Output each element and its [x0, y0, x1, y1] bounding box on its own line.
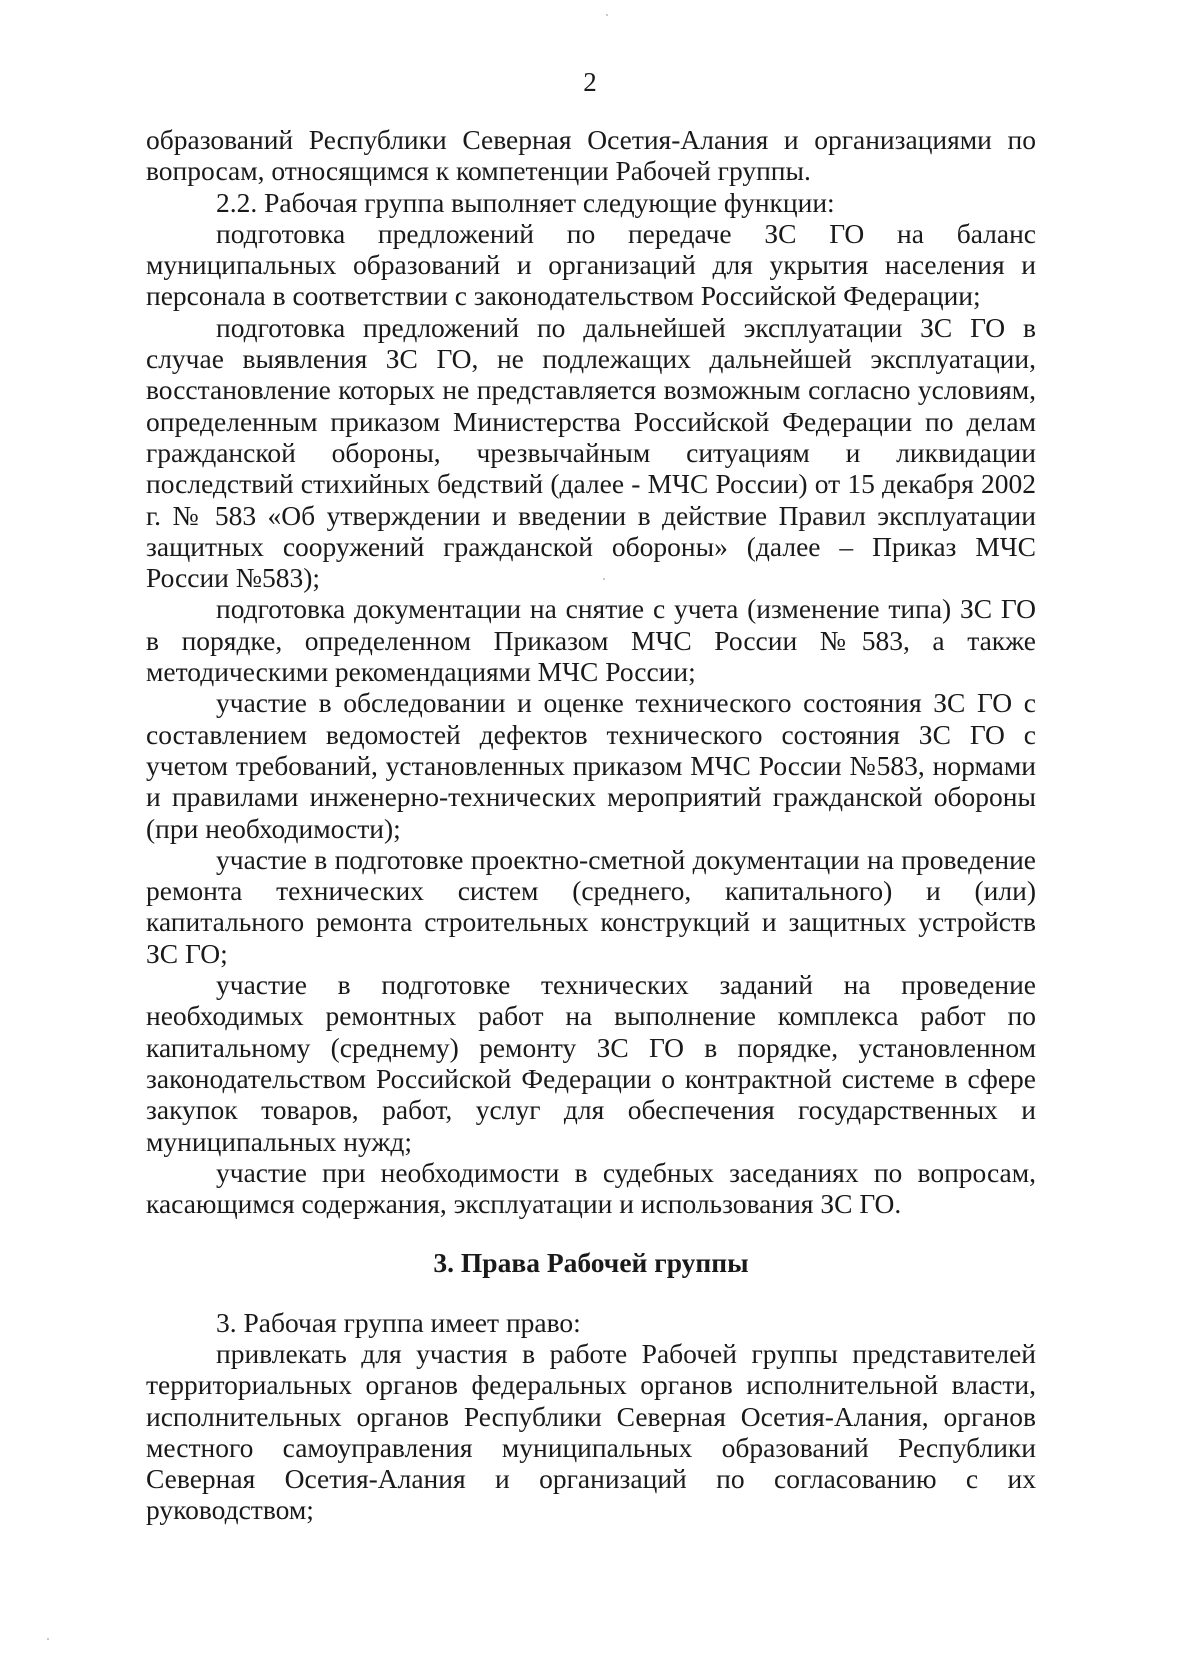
paragraph-continuation: образований Республики Северная Осетия-Алания и организациями по вопросам, относящимся к компетенции Рабочей группы.: [146, 124, 1036, 187]
page-number: 2: [583, 67, 597, 97]
paragraph-function-design-docs: участие в подготовке проектно-сметной документации на проведение ремонта технических систем (среднего, капитального) и (или) капитального ремонта строительных конструкций и защитных устройств ЗС ГО;: [146, 843, 1036, 969]
paragraph-function-transfer: подготовка предложений по передаче ЗС ГО на баланс муниципальных образований и организаций для укрытия населения и персонала в соответствии с законодательством Российской Федерации;: [146, 217, 1036, 312]
paragraph-rights-involve: привлекать для участия в работе Рабочей группы представителей территориальных органов федеральных органов исполнительной власти, исполнительных органов Республики Северная Осетия-Алания, органов местного самоуправления муниципальных образований Республики Северная Осетия-Алания и организаций по согласованию с их руководством;: [146, 1337, 1036, 1526]
scan-speck: [606, 14, 608, 16]
paragraph-function-tech-specs: участие в подготовке технических заданий на проведение необходимых ремонтных работ на выполнение комплекса работ по капитальному (среднему) ремонту ЗС ГО в порядке, установленном законодательством Российской Федерации о контрактной системе в сфере закупок товаров, работ, услуг для обеспечения государственных и муниципальных нужд;: [146, 969, 1036, 1157]
scan-speck: [47, 1638, 49, 1640]
scan-speck: [603, 578, 605, 580]
paragraph-function-inspection: участие в обследовании и оценке технического состояния ЗС ГО с составлением ведомостей дефектов технического состояния ЗС ГО с учетом требований, установленных приказом МЧС России №583, нормами и правилами инженерно-технических мероприятий гражданской обороны (при необходимости);: [146, 687, 1036, 844]
section-heading: 3. Права Рабочей группы: [433, 1247, 749, 1279]
paragraph-function-deregistration: подготовка документации на снятие с учета (изменение типа) ЗС ГО в порядке, определенном Приказом МЧС России №583, а также методическими рекомендациями МЧС России;: [146, 593, 1036, 688]
paragraph-function-exploitation: подготовка предложений по дальнейшей эксплуатации ЗС ГО в случае выявления ЗС ГО, не подлежащих дальнейшей эксплуатации, восстановление которых не представляется возможным согласно условиям, определенным приказом Министерства Российской Федерации по делам гражданской обороны, чрезвычайным ситуациям и ликвидации последствий стихийных бедствий (далее - МЧС России) от 15 декабря 2002 г. № 583 «Об утверждении и введении в действие Правил эксплуатации защитных сооружений гражданской обороны» (далее – Приказ МЧС России №583);: [146, 311, 1036, 594]
paragraph-clause-2-2: 2.2. Рабочая группа выполняет следующие функции:: [216, 186, 835, 218]
paragraph-function-court: участие при необходимости в судебных заседаниях по вопросам, касающимся содержания, эксплуатации и использования ЗС ГО.: [146, 1156, 1036, 1220]
document-body: [146, 124, 1036, 1526]
paragraph-rights-intro: 3. Рабочая группа имеет право:: [216, 1306, 581, 1338]
